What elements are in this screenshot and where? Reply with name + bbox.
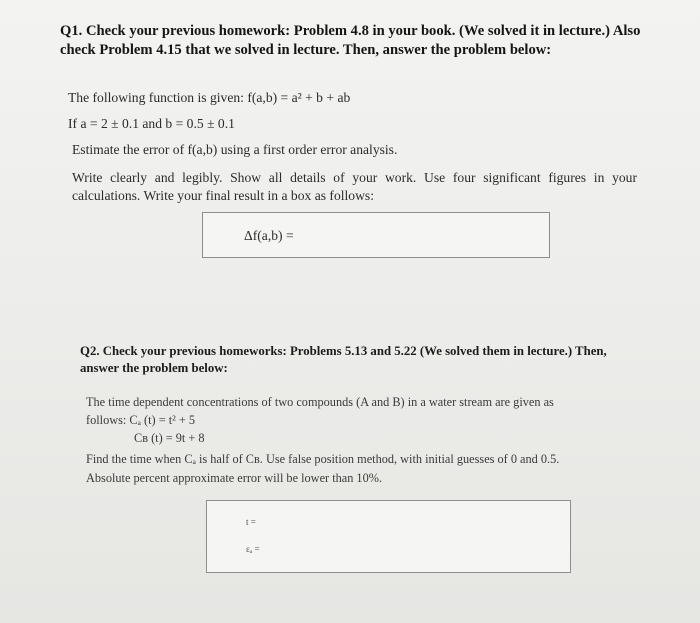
q2-intro-line2: follows: Cₐ (t) = t² + 5 — [86, 413, 196, 427]
q2-title: Q2. Check your previous homeworks: Problems 5.13 and 5.22 (We solved them in lecture.) Then, answer the problem below: — [80, 344, 607, 375]
q1-estimate-line: Estimate the error of f(a,b) using a first order error analysis. — [72, 142, 398, 157]
q2-intro-line1: The time dependent concentrations of two compounds (A and B) in a water stream are given as — [86, 395, 554, 409]
q2-answer-box — [206, 500, 571, 573]
q2-answer-ea: εₐ = — [246, 544, 260, 554]
q1-condition-line: If a = 2 ± 0.1 and b = 0.5 ± 0.1 — [68, 116, 235, 131]
q2-answer-t: t = — [246, 517, 256, 527]
q1-function-line: The following function is given: f(a,b) = a² + b + ab — [68, 90, 351, 105]
q1-title: Q1. Check your previous homework: Problem 4.8 in your book. (We solved it in lecture.) Also check Problem 4.15 that we solved in lecture. Then, answer the problem below: — [60, 23, 641, 58]
q1-answer-label: Δf(a,b) = — [244, 228, 294, 243]
q1-instructions: Write clearly and legibly. Show all details of your work. Use four significant figures in your calculations. Write your final result in a box as follows: — [72, 170, 637, 203]
q2-equation-b: Cʙ (t) = 9t + 8 — [134, 431, 205, 445]
q2-task-line1: Find the time when Cₐ is half of Cʙ. Use false position method, with initial guesses of 0 and 0.5. — [86, 452, 560, 466]
q2-task-line2: Absolute percent approximate error will be lower than 10%. — [86, 471, 383, 485]
